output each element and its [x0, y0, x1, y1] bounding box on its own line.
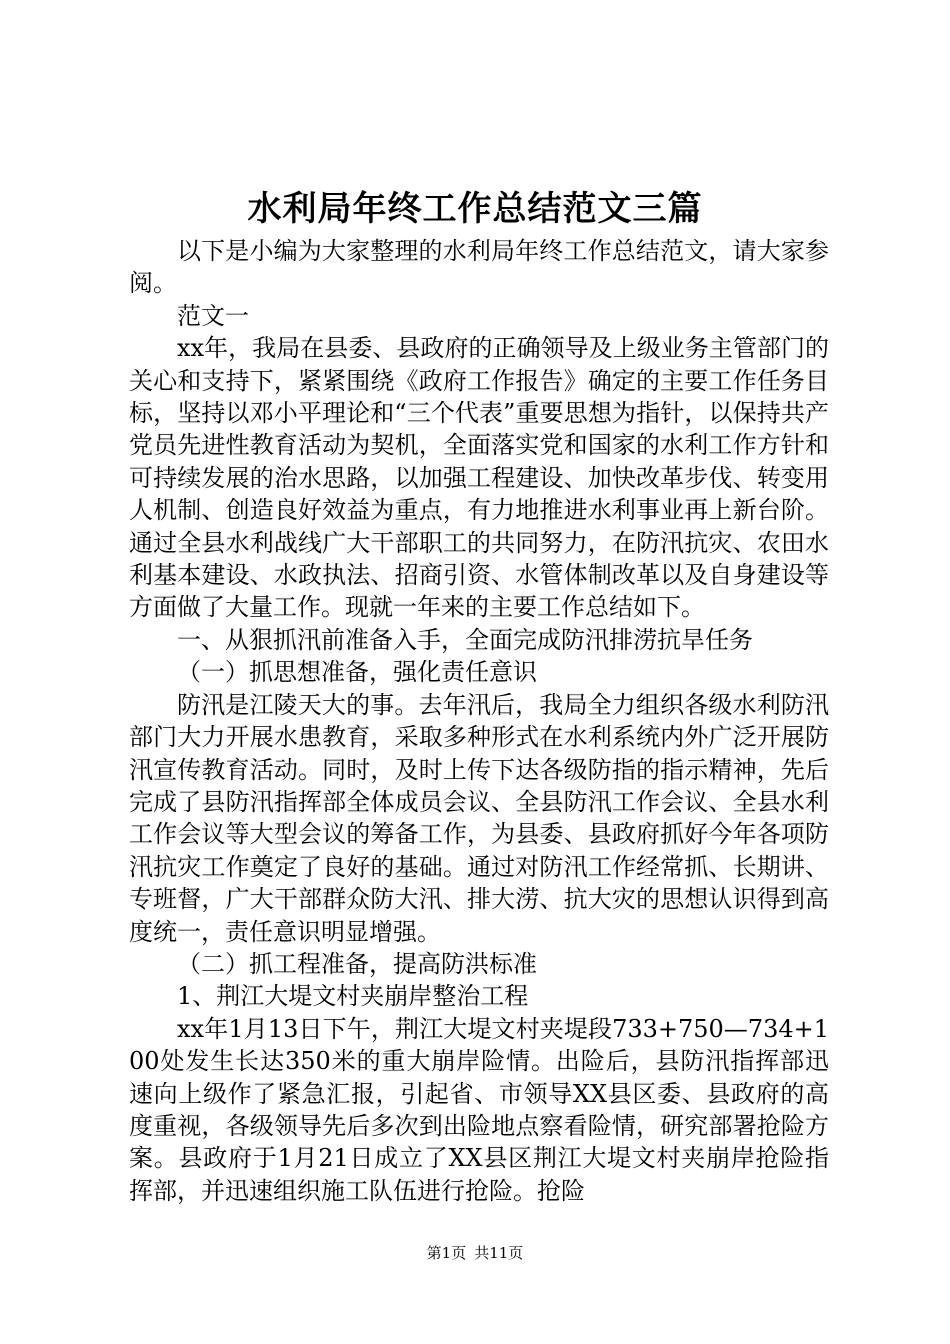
item-heading: 1、荆江大堤文村夹崩岸整治工程: [177, 982, 529, 1011]
section-label: 范文一: [177, 301, 249, 330]
page-footer: [0, 1243, 950, 1263]
body-paragraph: xx年，我局在县委、县政府的正确领导及上级业务主管部门的关心和支持下，紧紧围绕《政府工作报告》确定的主要工作任务目标，坚持以邓小平理论和“三个代表”重要思想为指针，以保持共产党员先进性教育活动为契机，全面落实党和国家的水利工作方针和可持续发展的治水思路，以加强工程建设、加快改革步伐、转变用人机制、创造良好效益为重点，有力地推进水利事业再上新台阶。通过全县水利战线广大干部职工的共同努力，在防汛抗灾、农田水利基本建设、水政执法、招商引资、水管体制改革以及自身建设等方面做了大量工作。现就一年来的主要工作总结如下。: [129, 334, 829, 622]
page-total: 共11页: [474, 1244, 524, 1262]
intro-paragraph: 以下是小编为大家整理的水利局年终工作总结范文，请大家参阅。: [129, 237, 829, 298]
body-paragraph: xx年1月13日下午，荆江大堤文村夹堤段733+750—734+100处发生长达350米的重大崩岸险情。出险后，县防汛指挥部迅速向上级作了紧急汇报，引起省、市领导XX县区委、县政府的高度重视，各级领导先后多次到出险地点察看险情，研究部署抢险方案。县政府于1月21日成立了XX县区荆江大堤文村夹崩岸抢险指挥部，并迅速组织施工队伍进行抢险。抢险: [129, 1014, 829, 1205]
document-body: [129, 235, 829, 1207]
body-paragraph: 防汛是江陵天大的事。去年汛后，我局全力组织各级水利防汛部门大力开展水患教育，采取多种形式在水利系统内外广泛开展防汛宣传教育活动。同时，及时上传下达各级防指的指示精神，先后完成了县防汛指挥部全体成员会议、全县防汛工作会议、全县水利工作会议等大型会议的筹备工作，为县委、县政府抓好今年各项防汛抗灾工作奠定了良好的基础。通过对防汛工作经常抓、长期讲、专班督，广大干部群众防大汛、排大涝、抗大灾的思想认识得到高度统一，责任意识明显增强。: [129, 690, 829, 946]
section-heading: 一、从狠抓汛前准备入手，全面完成防汛排涝抗旱任务: [177, 625, 753, 654]
page-number: 第1页: [426, 1244, 467, 1262]
subsection-heading: （一）抓思想准备，强化责任意识: [177, 658, 537, 687]
document-title: 水利局年终工作总结范文三篇: [247, 189, 703, 229]
subsection-heading: （二）抓工程准备，提高防洪标准: [177, 949, 537, 978]
